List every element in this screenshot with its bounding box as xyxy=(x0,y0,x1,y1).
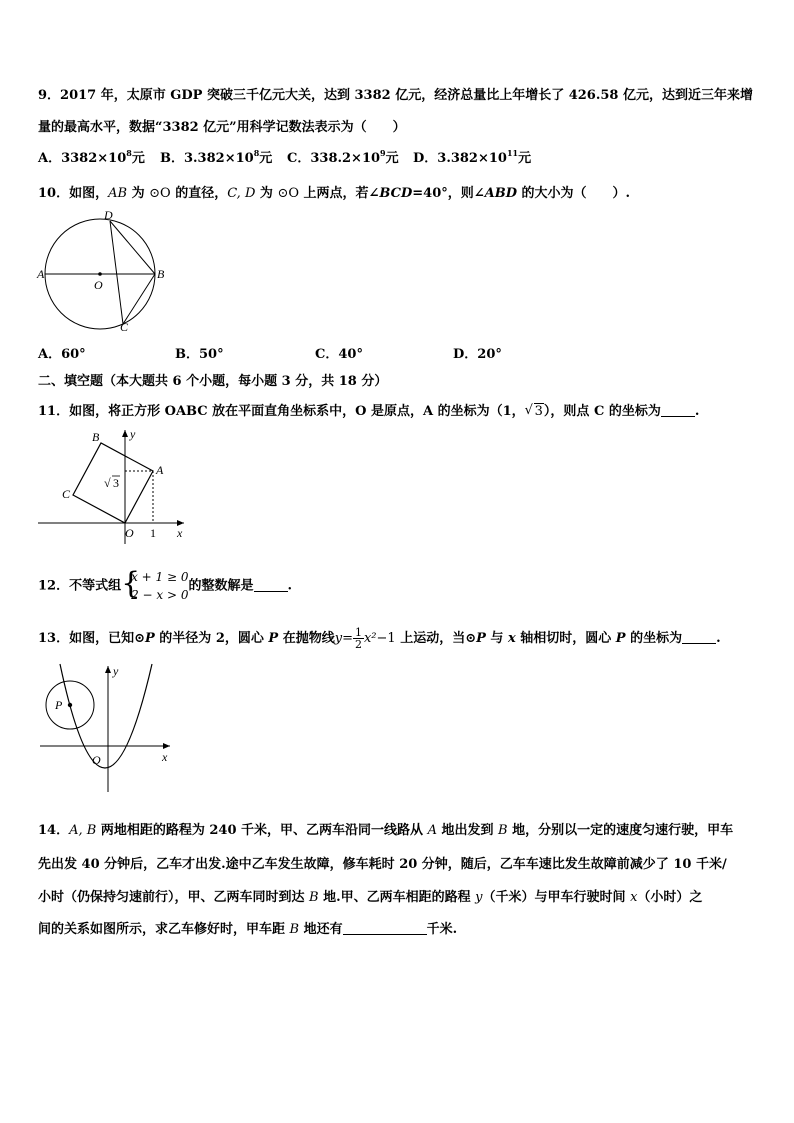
label-y: y xyxy=(113,664,119,678)
q11-answer-blank[interactable] xyxy=(661,404,695,417)
fraction-one-half: $\frac{1}{2}$ xyxy=(354,626,362,651)
label-b: B xyxy=(92,430,100,444)
label-a: A xyxy=(37,267,45,281)
parabola-curve xyxy=(60,664,152,768)
label-sqrt-symbol: √ xyxy=(104,476,111,490)
section-heading: 二、填空题（本大题共 6 个小题，每小题 3 分，共 18 分） xyxy=(38,374,388,389)
q10-options xyxy=(38,343,502,362)
y-axis-arrow xyxy=(105,666,111,673)
q13-answer-blank[interactable] xyxy=(682,631,716,644)
q9-options xyxy=(38,147,531,166)
q9-line1: 9．2017 年，太原市 GDP 突破三千亿元大关，达到 3382 亿元，经济总量比上年增长了 426.58 亿元，达到近三年来增 xyxy=(38,88,753,103)
q14-line2: 先出发 40 分钟后，乙车才出发.途中乙车发生故障，修车耗时 20 分钟，随后，乙车车速比发生故障前减少了 10 千米/ xyxy=(38,857,727,872)
x-axis-arrow xyxy=(163,743,170,749)
q12-stem: 12．不等式组 { x + 1 ≥ 0 2 − x > 0 的整数解是 . xyxy=(38,566,293,602)
q9-option-c: C．$338.2\times 10^9$元 xyxy=(287,148,399,166)
q10-option-c: C．40° xyxy=(315,347,363,362)
label-c: C xyxy=(62,487,71,501)
q10-stem: 10．如图，AB 为 ⊙O 的直径，C, D 为 ⊙O 上两点，若∠BCD=40°，则∠ABD 的大小为（ ）. xyxy=(38,186,631,201)
y-axis-arrow xyxy=(122,430,128,437)
sqrt-three: √ 3 xyxy=(525,404,544,419)
label-d: D xyxy=(104,208,113,222)
q11-stem: 11．如图，将正方形 OABC 放在平面直角坐标系中，O 是原点，A 的坐标为（1，√ 3），则点 C 的坐标为 . xyxy=(38,400,699,419)
chord-dc xyxy=(110,221,123,324)
q12-answer-blank[interactable] xyxy=(254,579,288,592)
q14-answer-blank[interactable] xyxy=(343,922,427,935)
label-x: x xyxy=(177,526,183,540)
label-y: y xyxy=(130,427,136,441)
q10-option-a: A．60° xyxy=(38,347,86,362)
q11-square-figure xyxy=(36,426,188,548)
label-sqrt3: 3 xyxy=(113,476,119,490)
q10-option-d: D．20° xyxy=(453,347,502,362)
q9-option-b: B．$3.382\times 10^8$元 xyxy=(160,148,273,166)
q13-parabola-figure xyxy=(36,660,176,800)
label-p: P xyxy=(55,698,63,712)
q9-line2: 量的最高水平，数据“3382 亿元”用科学记数法表示为（ ） xyxy=(38,120,406,135)
label-o: O xyxy=(125,526,134,540)
q10-option-b: B．50° xyxy=(175,347,224,362)
center-p-dot xyxy=(68,703,72,707)
inequality-system: { x + 1 ≥ 0 2 − x > 0 xyxy=(121,566,189,602)
q14-line1: 14．A, B 两地相距的路程为 240 千米，甲、乙两车沿同一线路从 A 地出发到 B 地，分别以一定的速度匀速行驶，甲车 xyxy=(38,823,734,838)
label-o: O xyxy=(94,278,103,292)
label-c: C xyxy=(120,320,129,334)
label-o: O xyxy=(92,753,101,767)
q13-stem: 13．如图，已知⊙P 的半径为 2，圆心 P 在抛物线y= $\frac{1}{2}$ x²−1 上运动，当⊙P 与 x 轴相切时，圆心 P 的坐标为 . xyxy=(38,626,721,651)
q14-line3: 小时（仍保持匀速前行），甲、乙两车同时到达 B 地.甲、乙两车相距的路程 y（千米）与甲车行驶时间 x（小时）之 xyxy=(38,890,703,905)
label-b: B xyxy=(157,267,165,281)
center-o-dot xyxy=(98,272,102,276)
q10-circle-figure xyxy=(36,205,166,335)
label-one: 1 xyxy=(150,526,156,540)
label-x: x xyxy=(162,750,168,764)
label-a: A xyxy=(156,463,164,477)
q14-line4: 间的关系如图所示，求乙车修好时，甲车距 B 地还有 千米. xyxy=(38,922,458,937)
chord-cb xyxy=(123,274,155,324)
q9-option-a: A．$3382\times 10^8$元 xyxy=(38,148,145,166)
q9-option-d: D．$3.382\times 10^{11}$元 xyxy=(413,148,532,166)
